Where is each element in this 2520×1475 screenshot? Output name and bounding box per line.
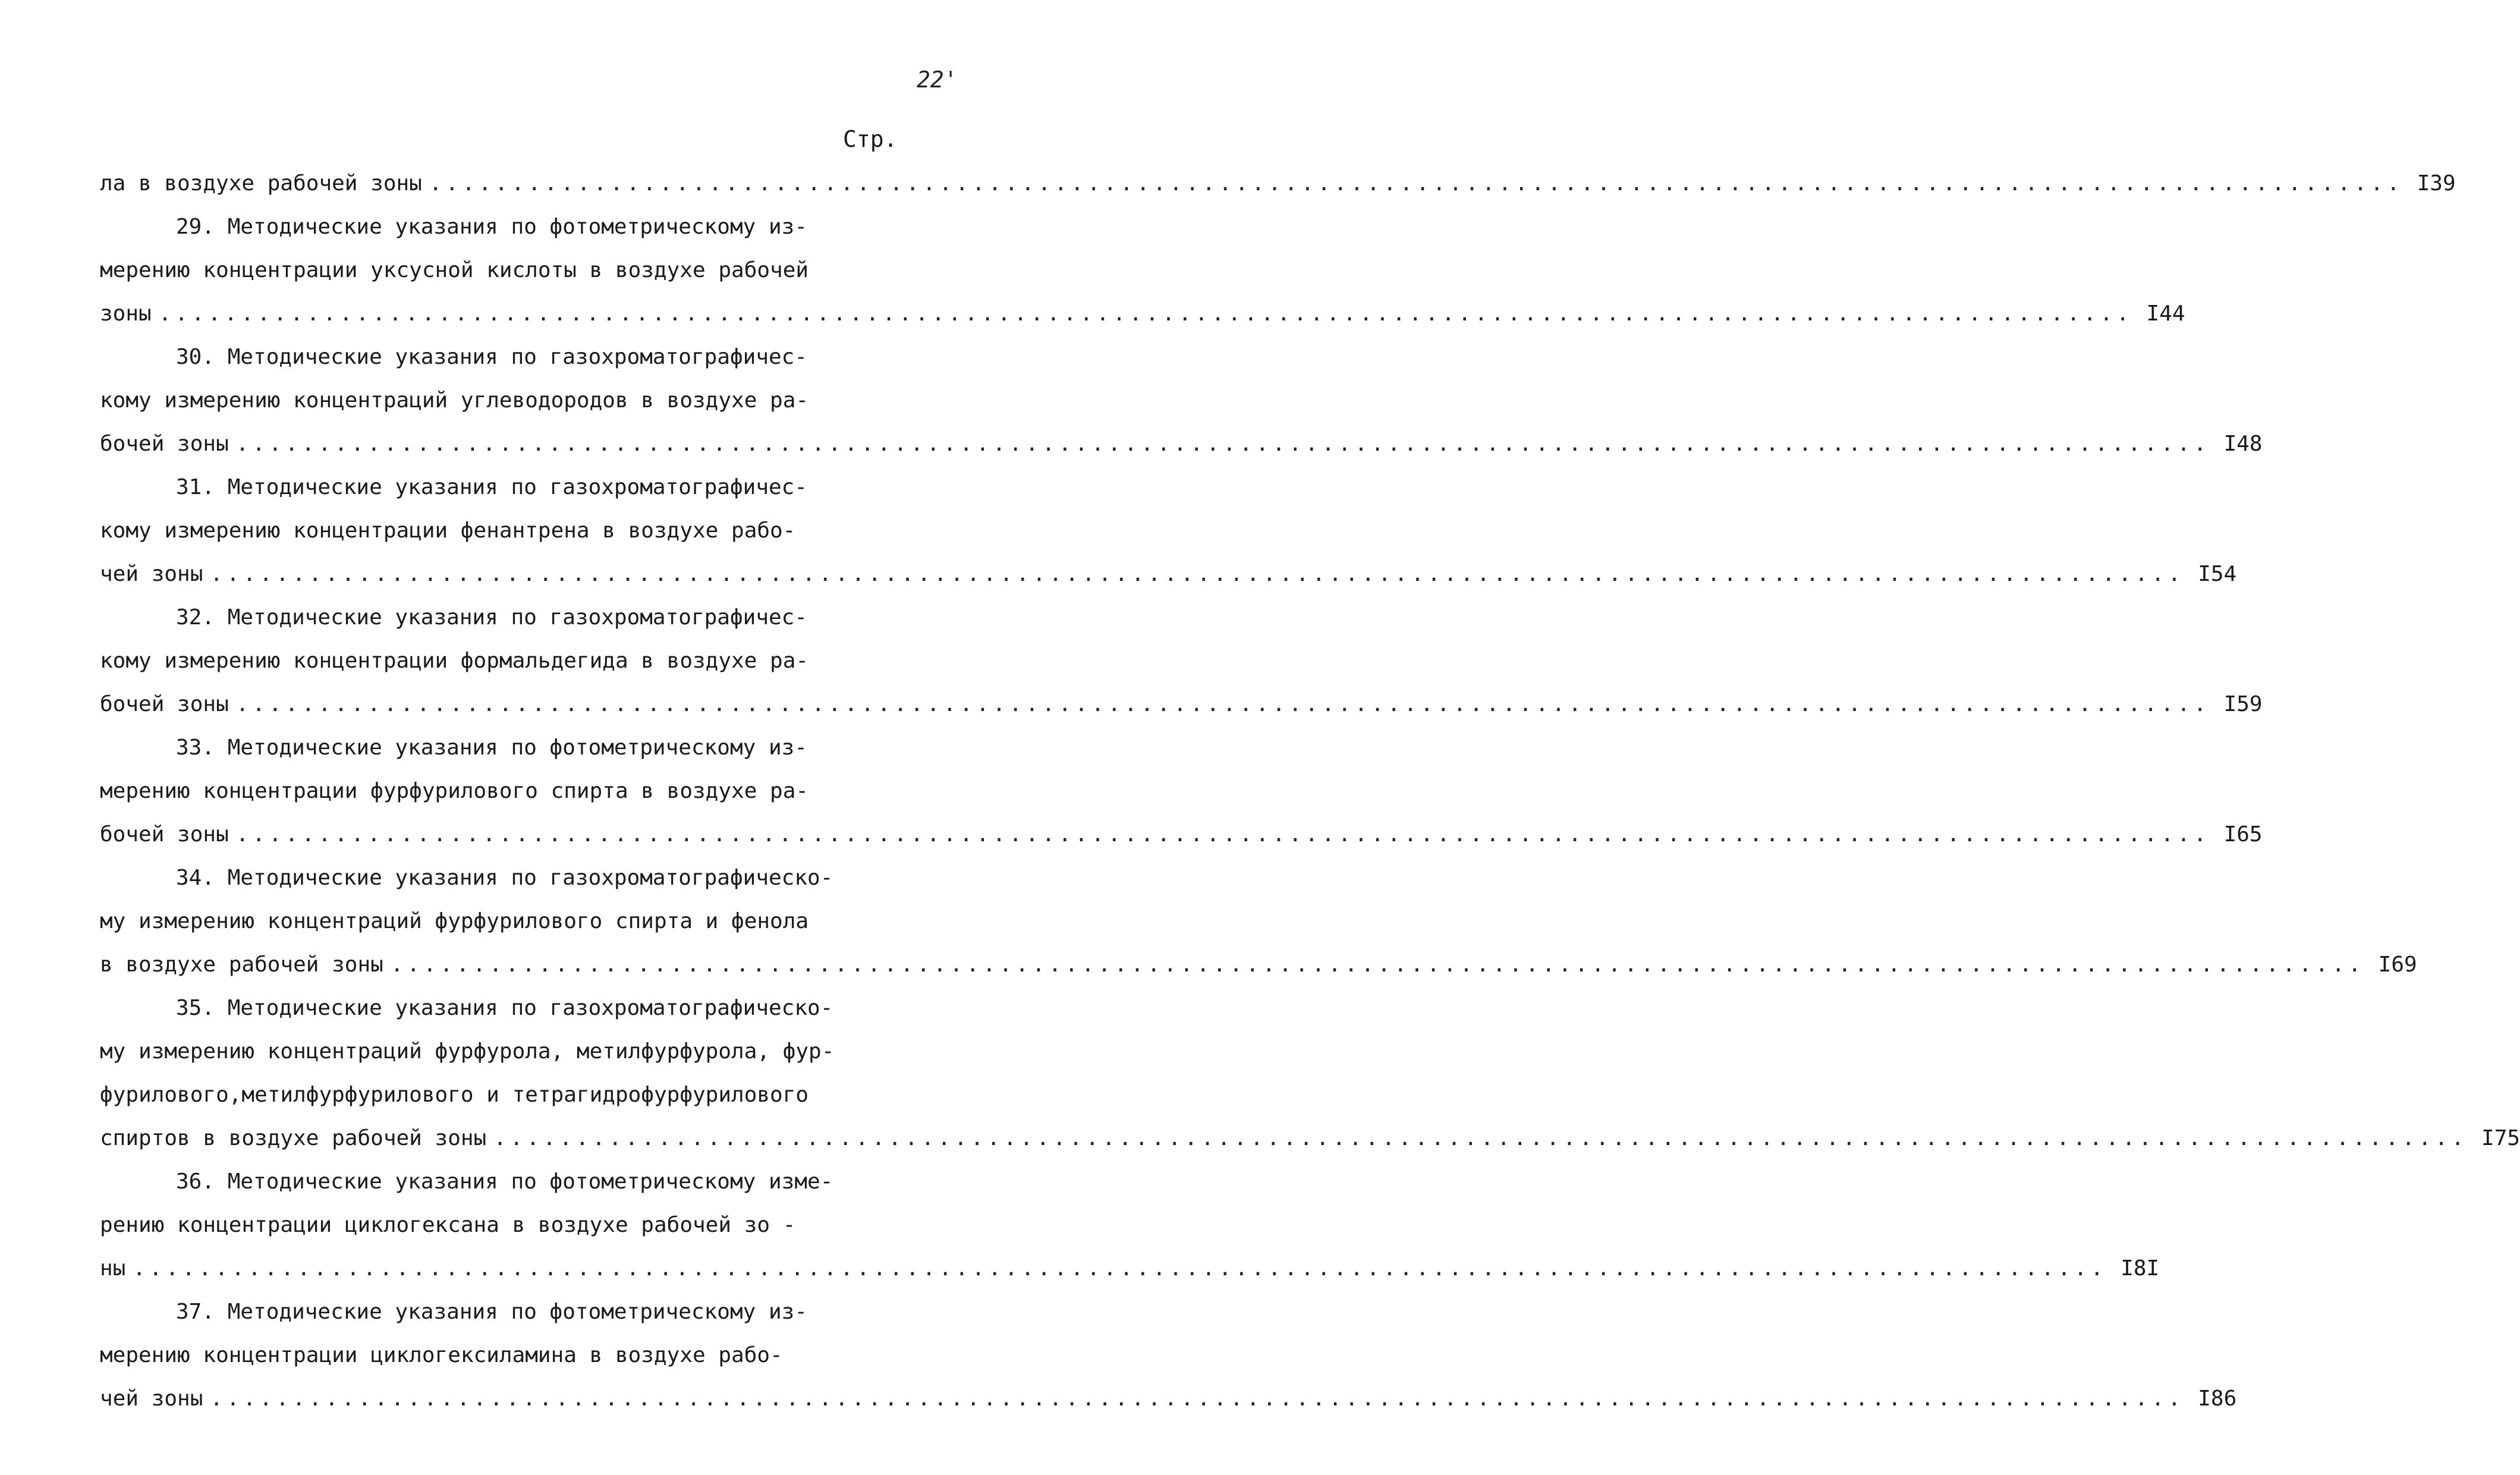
- dot-leader: ........................................................................................................................: [158, 301, 2133, 326]
- toc-page-number: I48: [2223, 432, 2263, 456]
- toc-entry-line: [100, 1160, 896, 1203]
- toc-line-text: 33. Методические указания по фотометрическому из-: [176, 735, 808, 760]
- toc-line-text: чей зоны: [100, 1386, 203, 1411]
- toc-entry-line: [100, 986, 896, 1030]
- toc-entry-line: [100, 1290, 896, 1334]
- toc-entry-line: [100, 596, 896, 639]
- dot-leader: ........................................................................................................................: [235, 432, 2210, 456]
- dot-leader: ........................................................................................................................: [235, 692, 2210, 716]
- toc-entry-line: [100, 466, 896, 509]
- page-number: 22': [917, 67, 958, 93]
- toc-page-number: I75: [2481, 1126, 2520, 1150]
- toc-line-text: 35. Методические указания по газохроматографическо-: [176, 996, 833, 1020]
- toc-entry-final-line: [100, 552, 2237, 596]
- toc-entry-line: [100, 379, 896, 422]
- dot-leader: ........................................................................................................................: [133, 1256, 2107, 1281]
- toc-line-text: 36. Методические указания по фотометрическому изме-: [176, 1169, 833, 1194]
- toc-entry-line: [100, 1203, 896, 1247]
- dot-leader: ........................................................................................................................: [210, 562, 2185, 586]
- toc-line-text: мерению концентрации уксусной кислоты в воздухе рабочей: [100, 258, 809, 282]
- toc-line-text: бочей зоны: [100, 822, 229, 847]
- toc-line-text: 31. Методические указания по газохроматографичес-: [176, 475, 808, 499]
- toc-entry-line: [100, 509, 896, 552]
- toc-line-text: чей зоны: [100, 562, 203, 586]
- toc-entry-line: [100, 205, 896, 249]
- toc-line-text: мерению концентрации циклогексиламина в воздухе рабо-: [100, 1343, 783, 1367]
- toc-entry-line: [100, 856, 896, 900]
- toc-entry-final-line: [100, 813, 2263, 856]
- toc-entry-line: [100, 1334, 896, 1377]
- toc-line-text: кому измерению концентраций углеводородов в воздухе ра-: [100, 388, 809, 413]
- toc-page-number: I39: [2417, 171, 2456, 196]
- toc-line-text: фурилового,метилфурфурилового и тетрагидрофурфурилового: [100, 1083, 809, 1107]
- toc-entry-final-line: [100, 943, 2417, 986]
- toc-entry-line: [100, 726, 896, 769]
- toc-entry-final-line: [100, 162, 2456, 205]
- toc-line-text: 34. Методические указания по газохроматографическо-: [176, 866, 833, 890]
- dot-leader: ........................................................................................................................: [235, 822, 2210, 847]
- toc-entry-line: [100, 249, 896, 292]
- toc-line-text: 29. Методические указания по фотометрическому из-: [176, 215, 808, 239]
- toc-line-text: кому измерению концентрации фенантрена в воздухе рабо-: [100, 518, 796, 543]
- toc-line-text: спиртов в воздухе рабочей зоны: [100, 1126, 487, 1150]
- toc-entry-line: [100, 1073, 896, 1117]
- toc-page-number: I54: [2198, 562, 2237, 586]
- toc-line-text: ны: [100, 1256, 126, 1281]
- toc-line-text: в воздухе рабочей зоны: [100, 952, 383, 977]
- toc-page-number: I86: [2198, 1386, 2237, 1411]
- toc-line-text: зоны: [100, 301, 152, 326]
- table-of-contents: [100, 162, 2520, 1420]
- toc-page-number: I59: [2223, 692, 2263, 716]
- toc-line-text: му измерению концентраций фурфурилового спирта и фенола: [100, 909, 809, 933]
- toc-entry-final-line: [100, 292, 2185, 335]
- toc-entry-final-line: [100, 422, 2263, 466]
- toc-entry-line: [100, 769, 896, 813]
- toc-entry-line: [100, 900, 896, 943]
- toc-entry-line: [100, 335, 896, 379]
- page-column-header: Стр.: [843, 126, 898, 152]
- toc-line-text: ла в воздухе рабочей зоны: [100, 171, 422, 196]
- toc-page-number: I65: [2223, 822, 2263, 847]
- dot-leader: ........................................................................................................................: [429, 171, 2403, 196]
- toc-entry-line: [100, 1030, 896, 1073]
- toc-line-text: 30. Методические указания по газохроматографичес-: [176, 345, 808, 369]
- toc-line-text: бочей зоны: [100, 432, 229, 456]
- toc-entry-final-line: [100, 1117, 2520, 1160]
- toc-entry-final-line: [100, 683, 2263, 726]
- toc-entry-final-line: [100, 1377, 2237, 1420]
- dot-leader: ........................................................................................................................: [390, 952, 2365, 977]
- toc-line-text: му измерению концентраций фурфурола, метилфурфурола, фур-: [100, 1039, 835, 1064]
- toc-line-text: рению концентрации циклогексана в воздухе рабочей зо -: [100, 1213, 796, 1237]
- dot-leader: ........................................................................................................................: [210, 1386, 2185, 1411]
- toc-page-number: I69: [2378, 952, 2417, 977]
- dot-leader: ........................................................................................................................: [493, 1126, 2468, 1150]
- toc-entry-line: [100, 639, 896, 683]
- toc-line-text: бочей зоны: [100, 692, 229, 716]
- toc-page-number: I44: [2146, 301, 2185, 326]
- toc-entry-final-line: [100, 1247, 2160, 1290]
- toc-line-text: мерению концентрации фурфурилового спирта в воздухе ра-: [100, 779, 809, 803]
- toc-line-text: 32. Методические указания по газохроматографичес-: [176, 605, 808, 630]
- toc-line-text: 37. Методические указания по фотометрическому из-: [176, 1300, 808, 1324]
- toc-line-text: кому измерению концентрации формальдегида в воздухе ра-: [100, 649, 809, 673]
- toc-page-number: I8I: [2121, 1256, 2160, 1281]
